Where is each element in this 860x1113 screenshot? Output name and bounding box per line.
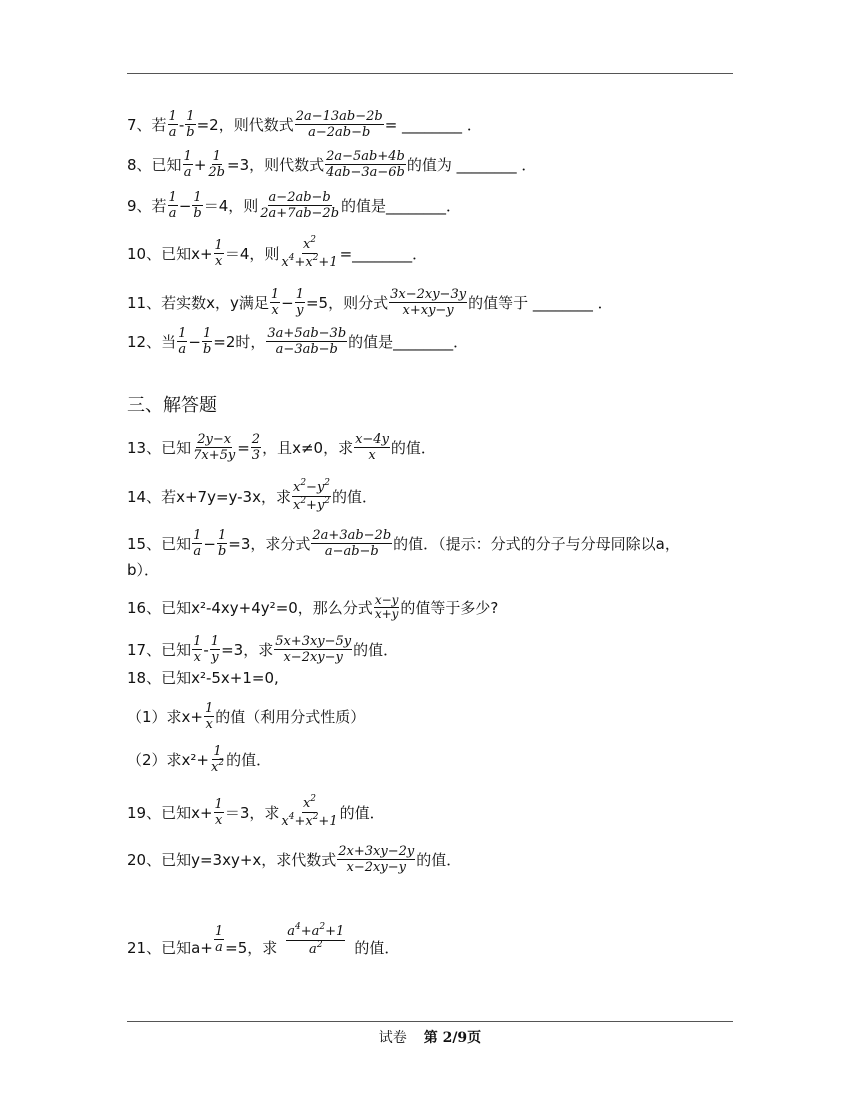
equals-sign: = (237, 438, 250, 457)
fraction: $\frac{1}{a}$ (193, 528, 202, 559)
question-11-prefix: 11、若实数x，y满足 (127, 293, 269, 312)
fraction: $\frac{1}{x^2}$ (211, 744, 225, 775)
question-10-text: ＝4，则 (224, 244, 280, 263)
fraction: $\frac{1}{a}$ (183, 149, 192, 180)
fraction: $\frac{1}{y}$ (210, 634, 220, 665)
fraction: $\frac{1}{x}$ (214, 238, 223, 269)
question-14-prefix: 14、若x+7y=y-3x，求 (127, 487, 291, 506)
fraction: $\frac{1}{x}$ (214, 797, 223, 828)
question-13-text: ，且x≠0，求 (262, 438, 354, 457)
answer-blank: 的值等于 ________ ． (468, 293, 613, 312)
question-9-text: ＝4，则 (203, 196, 259, 215)
question-12-prefix: 12、当 (127, 332, 177, 351)
question-16 (127, 594, 747, 621)
question-15 (127, 528, 747, 559)
question-21-suffix: 的值． (354, 939, 400, 957)
question-19 (127, 795, 747, 830)
fraction: $\frac{1}{b}$ (202, 326, 212, 357)
fraction: $\frac{1}{b}$ (217, 528, 227, 559)
question-17-prefix: 17、已知 (127, 640, 192, 659)
question-21-prefix: 21、已知a+ (127, 939, 213, 957)
fraction (280, 236, 338, 271)
question-19-suffix: 的值． (339, 803, 385, 822)
fraction: $\frac{1}{2b}$ (208, 149, 225, 180)
fraction: $\frac{3a+5ab-3b}{a-3ab-b}$ (267, 326, 347, 357)
page-footer (0, 1027, 860, 1047)
operator: - (203, 640, 209, 659)
operator: − (178, 196, 192, 215)
question-12-text: =2时， (213, 332, 266, 351)
fraction: $\frac{2x+3xy-2y}{x-2xy-y}$ (338, 844, 415, 875)
question-19-text: ＝3，求 (224, 803, 280, 822)
question-11 (127, 287, 747, 318)
question-11-text: =5，则分式 (305, 293, 389, 312)
question-10 (127, 236, 747, 271)
header-rule (127, 73, 733, 74)
page-number: 第 2/9页 (423, 1030, 482, 1046)
fraction: $\frac{a-2ab-b}{2a+7ab-2b}$ (260, 190, 340, 221)
question-18-stem: 18、已知x²-5x+1=0, (127, 669, 279, 687)
question-20-suffix: 的值． (416, 850, 462, 869)
power-numerator: $x^2$ (302, 235, 317, 252)
question-10-prefix: 10、已知x+ (127, 244, 213, 263)
fraction: $\frac{1}{a}$ (178, 326, 187, 357)
fraction: $\frac{3x-2xy-3y}{x+xy-y}$ (390, 287, 467, 318)
operator: - (178, 115, 185, 134)
operator: − (203, 534, 216, 553)
fraction: $\frac{x-y}{x+y}$ (374, 593, 399, 621)
footer-label: 试卷 (378, 1030, 407, 1046)
fraction: $\frac{1}{x}$ (205, 701, 214, 732)
question-12 (127, 326, 747, 357)
fraction: $\frac{x^2}{x^4+x^2+1}$ (281, 794, 338, 829)
question-15-hint: 的值．（提示：分式的分子与分母同除以a， (393, 534, 680, 553)
question-20 (127, 844, 747, 875)
fraction: $\frac{1}{x}$ (193, 634, 202, 665)
answer-blank: =________． (339, 244, 428, 263)
fraction: $\frac{2y-x}{7x+5y}$ (193, 432, 236, 463)
fraction: $\frac{1}{b}$ (193, 190, 202, 221)
question-21-text: =5，求 (225, 939, 278, 957)
operator: − (188, 332, 201, 351)
question-18 (127, 668, 747, 688)
question-7-text: =2，则代数式 (196, 115, 294, 134)
question-15-prefix: 15、已知 (127, 534, 192, 553)
fraction: $\frac{1}{y}$ (295, 287, 304, 318)
question-14 (127, 479, 747, 514)
fraction: $\frac{1}{a}$ (214, 923, 224, 955)
question-13-prefix: 13、已知 (127, 438, 192, 457)
fraction: $\frac{a^4+a^2+1}{a^2}$ (287, 921, 345, 957)
footer-rule (127, 1021, 733, 1022)
question-9 (127, 190, 747, 221)
question-13-suffix: 的值． (390, 438, 436, 457)
question-7 (127, 109, 747, 140)
part-2-prefix: （2）求x²+ (127, 750, 210, 769)
question-9-prefix: 9、若 (127, 196, 167, 215)
part-1-prefix: （1）求x+ (127, 707, 203, 726)
fraction: $\frac{1}{a}$ (168, 109, 177, 140)
answer-blank: 的值是________． (341, 196, 462, 215)
answer-blank: = ________ ． (384, 115, 482, 134)
part-1-suffix: 的值（利用分式性质） (215, 707, 366, 726)
question-8-text: =3，则代数式 (227, 155, 325, 174)
question-17 (127, 634, 747, 665)
answer-blank: 的值是________． (348, 332, 469, 351)
fraction: $\frac{1}{a}$ (168, 190, 177, 221)
question-19-prefix: 19、已知x+ (127, 803, 213, 822)
question-15-continued (127, 560, 747, 580)
fraction: $\frac{2a+3ab-2b}{a-ab-b}$ (312, 528, 392, 559)
fraction: $\frac{x-4y}{x}$ (355, 432, 389, 463)
fraction: $\frac{1}{x}$ (270, 287, 280, 318)
fraction: $\frac{2a-5ab+4b}{4ab-3a-6b}$ (326, 149, 405, 180)
question-16-prefix: 16、已知x²-4xy+4y²=0，那么分式 (127, 598, 373, 617)
question-20-prefix: 20、已知y=3xy+x，求代数式 (127, 850, 337, 869)
power-denominator: $x^4+x^2+1$ (281, 253, 338, 270)
fraction: $\frac{2a-13ab-2b}{a-2ab-b}$ (295, 109, 383, 140)
fraction: $\frac{1}{b}$ (186, 109, 195, 140)
question-18-part-1 (127, 701, 747, 732)
part-2-suffix: 的值． (226, 750, 272, 769)
fraction: $\frac{2}{3}$ (251, 432, 261, 463)
question-17-suffix: 的值． (353, 640, 399, 659)
operator: − (281, 293, 294, 312)
question-14-suffix: 的值． (332, 487, 378, 506)
section-title: 三、解答题 (127, 395, 217, 416)
question-8 (127, 149, 747, 180)
question-13 (127, 432, 747, 463)
question-18-part-2 (127, 744, 747, 775)
answer-blank: 的值为 ________ ． (406, 155, 537, 174)
question-17-text: =3，求 (221, 640, 274, 659)
question-16-suffix: 的值等于多少? (400, 598, 499, 617)
question-8-prefix: 8、已知 (127, 155, 182, 174)
question-7-prefix: 7、若 (127, 115, 167, 134)
fraction: $\frac{x^2-y^2}{x^2+y^2}$ (292, 478, 331, 513)
question-15-text: =3，求分式 (228, 534, 311, 553)
fraction: $\frac{5x+3xy-5y}{x-2xy-y}$ (275, 634, 352, 665)
operator: + (193, 155, 207, 174)
question-21 (127, 921, 747, 958)
question-15-hint-end: b）． (127, 561, 160, 579)
